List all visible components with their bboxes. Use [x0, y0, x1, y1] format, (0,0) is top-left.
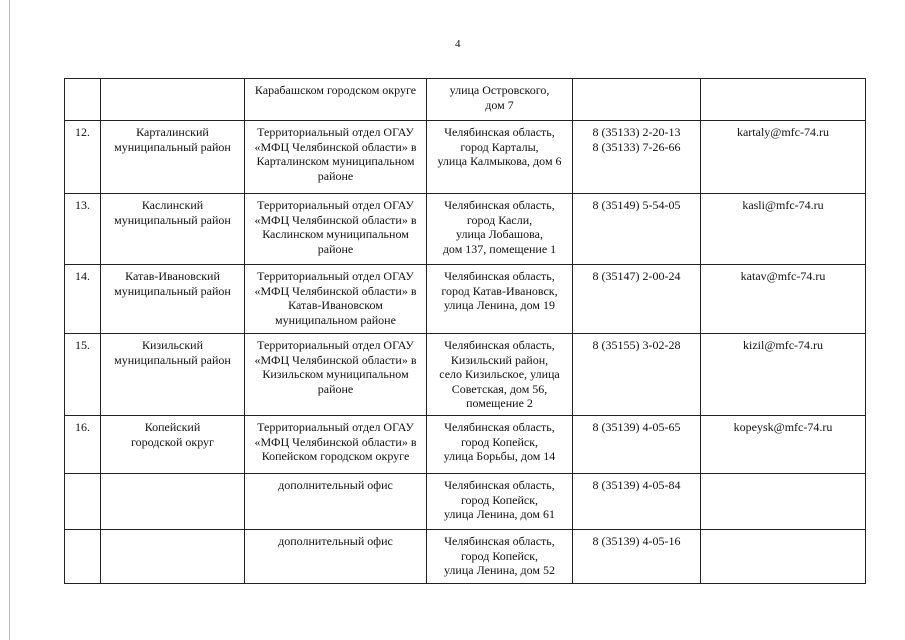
office-cell: дополнительный офис: [245, 474, 427, 530]
municipality-cell: Катав-Ивановский муниципальный район: [101, 265, 245, 334]
email-cell: [701, 79, 866, 121]
num-cell: 14.: [65, 265, 101, 334]
page-number: 4: [455, 38, 461, 50]
office-cell: Территориальный отдел ОГАУ «МФЦ Челябинской области» в Каслинском муниципальном районе: [245, 194, 427, 265]
email-cell: kasli@mfc-74.ru: [701, 194, 866, 265]
municipality-cell: [101, 530, 245, 584]
address-cell: Челябинская область, город Копейск, улица Ленина, дом 61: [427, 474, 573, 530]
phone-cell: 8 (35139) 4-05-65: [573, 416, 701, 474]
num-cell: 16.: [65, 416, 101, 474]
municipality-cell: Кизильский муниципальный район: [101, 334, 245, 416]
scan-edge-line: [9, 0, 10, 640]
num-cell: [65, 474, 101, 530]
table-row: [65, 121, 866, 194]
num-cell: 12.: [65, 121, 101, 194]
num-cell: 15.: [65, 334, 101, 416]
email-cell: kartaly@mfc-74.ru: [701, 121, 866, 194]
phone-cell: 8 (35155) 3-02-28: [573, 334, 701, 416]
office-cell: Территориальный отдел ОГАУ «МФЦ Челябинской области» в Кизильском муниципальном районе: [245, 334, 427, 416]
table-row: [65, 530, 866, 584]
mfc-offices-table: [64, 78, 866, 584]
table-row: [65, 79, 866, 121]
address-cell: Челябинская область, город Катав-Ивановск, улица Ленина, дом 19: [427, 265, 573, 334]
office-cell: Территориальный отдел ОГАУ «МФЦ Челябинской области» в Карталинском муниципальном районе: [245, 121, 427, 194]
address-cell: Челябинская область, город Копейск, улица Борьбы, дом 14: [427, 416, 573, 474]
num-cell: 13.: [65, 194, 101, 265]
office-cell: Карабашском городском округе: [245, 79, 427, 121]
email-cell: kopeysk@mfc-74.ru: [701, 416, 866, 474]
phone-cell: 8 (35147) 2-00-24: [573, 265, 701, 334]
office-cell: Территориальный отдел ОГАУ «МФЦ Челябинской области» в Копейском городском округе: [245, 416, 427, 474]
email-cell: [701, 530, 866, 584]
email-cell: katav@mfc-74.ru: [701, 265, 866, 334]
address-cell: Челябинская область, город Касли, улица Лобашова, дом 137, помещение 1: [427, 194, 573, 265]
municipality-cell: [101, 474, 245, 530]
municipality-cell: Каслинский муниципальный район: [101, 194, 245, 265]
office-cell: Территориальный отдел ОГАУ «МФЦ Челябинской области» в Катав-Ивановском муниципальном районе: [245, 265, 427, 334]
municipality-cell: [101, 79, 245, 121]
num-cell: [65, 79, 101, 121]
office-cell: дополнительный офис: [245, 530, 427, 584]
email-cell: [701, 474, 866, 530]
address-cell: Челябинская область, город Карталы, улица Калмыкова, дом 6: [427, 121, 573, 194]
phone-cell: 8 (35133) 2-20-13 8 (35133) 7-26-66: [573, 121, 701, 194]
table-row: [65, 265, 866, 334]
phone-cell: [573, 79, 701, 121]
phone-cell: 8 (35139) 4-05-84: [573, 474, 701, 530]
municipality-cell: Копейский городской округ: [101, 416, 245, 474]
address-cell: улица Островского, дом 7: [427, 79, 573, 121]
num-cell: [65, 530, 101, 584]
table-row: [65, 474, 866, 530]
email-cell: kizil@mfc-74.ru: [701, 334, 866, 416]
address-cell: Челябинская область, город Копейск, улица Ленина, дом 52: [427, 530, 573, 584]
table-row: [65, 194, 866, 265]
address-cell: Челябинская область, Кизильский район, село Кизильское, улица Советская, дом 56, помещение 2: [427, 334, 573, 416]
phone-cell: 8 (35149) 5-54-05: [573, 194, 701, 265]
municipality-cell: Карталинский муниципальный район: [101, 121, 245, 194]
table-row: [65, 334, 866, 416]
phone-cell: 8 (35139) 4-05-16: [573, 530, 701, 584]
table-row: [65, 416, 866, 474]
